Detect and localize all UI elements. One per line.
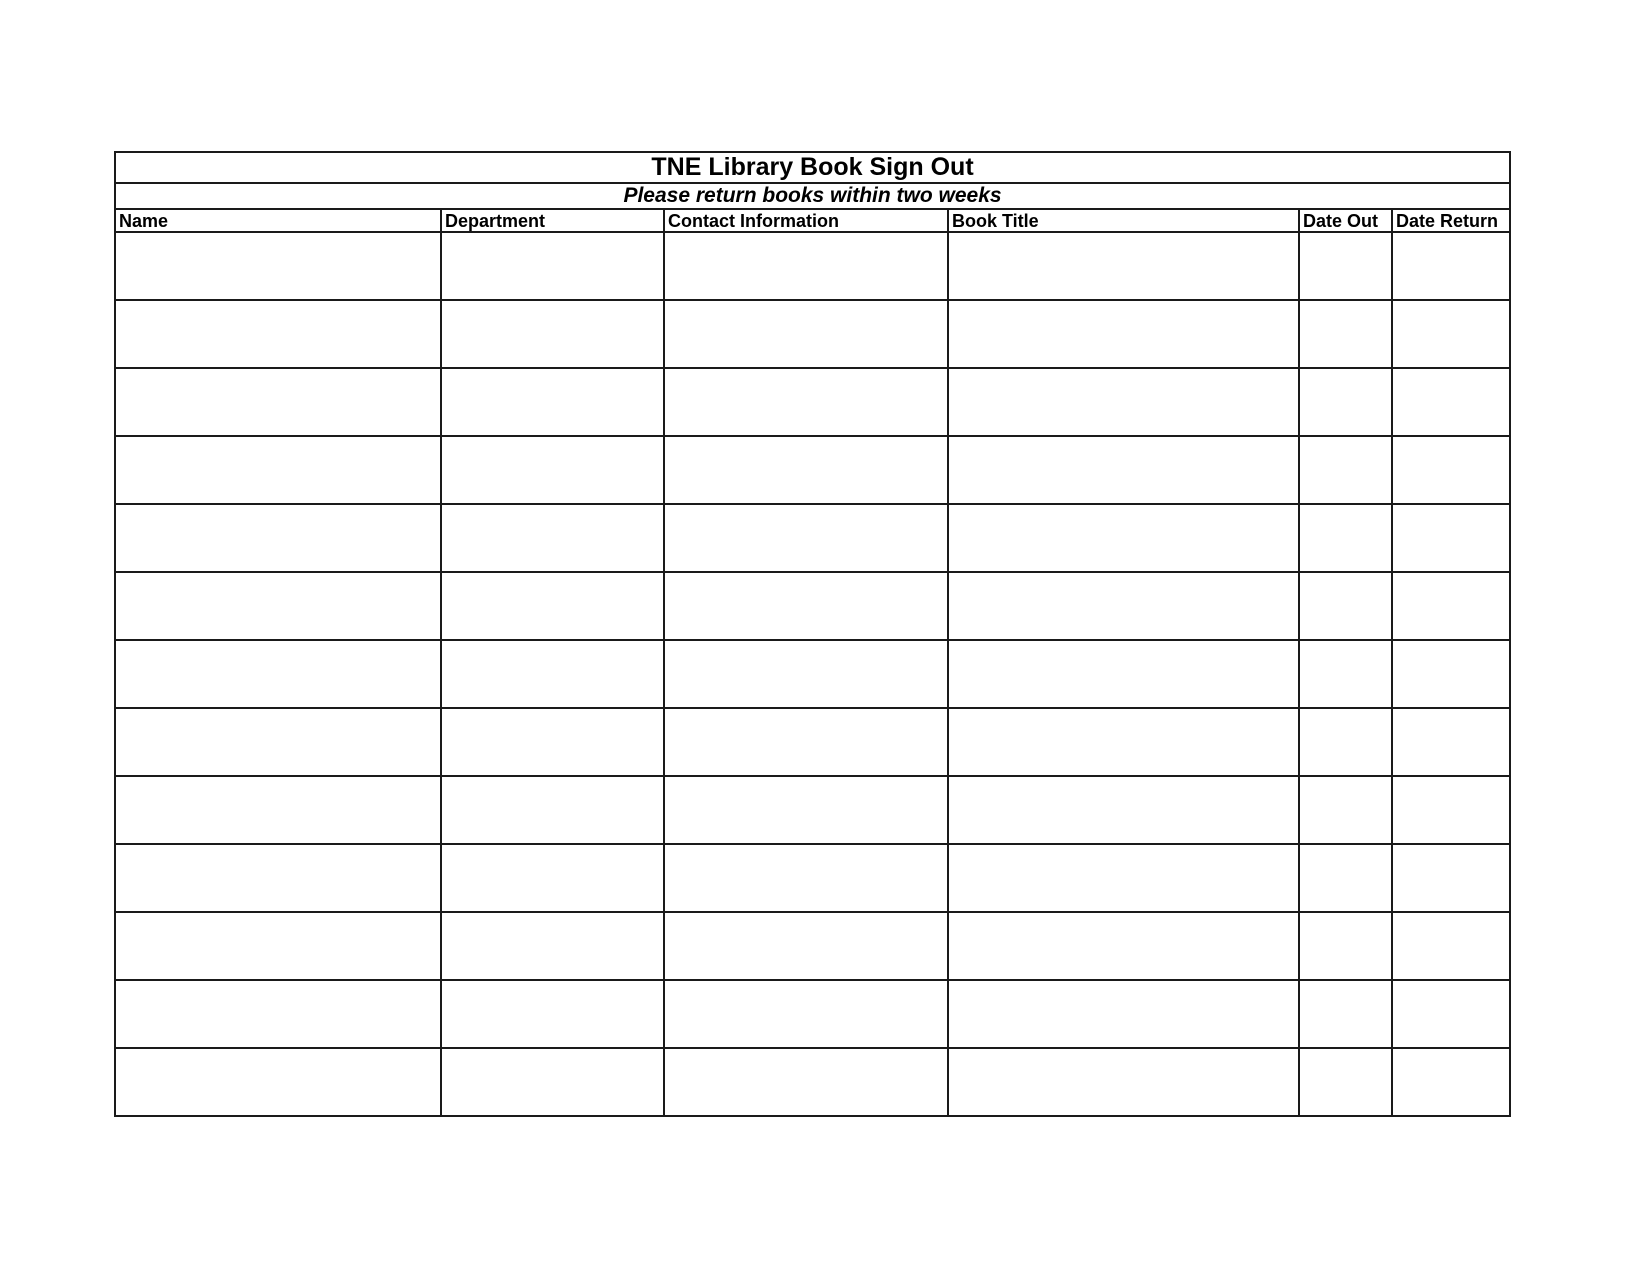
entry-cell-date-return[interactable] — [1392, 912, 1510, 980]
entry-cell-department[interactable] — [441, 504, 664, 572]
entry-cell-date-out[interactable] — [1299, 504, 1392, 572]
entry-cell-book-title[interactable] — [948, 504, 1299, 572]
entry-cell-date-return[interactable] — [1392, 844, 1510, 912]
column-header-book-title: Book Title — [948, 209, 1299, 232]
entry-cell-name[interactable] — [115, 232, 441, 300]
entry-cell-date-return[interactable] — [1392, 640, 1510, 708]
entry-cell-name[interactable] — [115, 572, 441, 640]
entry-cell-date-return[interactable] — [1392, 708, 1510, 776]
entry-cell-contact[interactable] — [664, 300, 948, 368]
sheet-title: TNE Library Book Sign Out — [115, 152, 1510, 183]
entry-cell-date-out[interactable] — [1299, 1048, 1392, 1116]
entry-cell-contact[interactable] — [664, 776, 948, 844]
entry-cell-department[interactable] — [441, 1048, 664, 1116]
entry-cell-contact[interactable] — [664, 1048, 948, 1116]
entry-cell-contact[interactable] — [664, 708, 948, 776]
entry-cell-contact[interactable] — [664, 912, 948, 980]
title-row — [115, 152, 1510, 183]
table-row — [115, 368, 1510, 436]
entry-cell-name[interactable] — [115, 708, 441, 776]
entry-cell-contact[interactable] — [664, 980, 948, 1048]
entry-cell-department[interactable] — [441, 572, 664, 640]
column-header-department: Department — [441, 209, 664, 232]
entry-cell-date-return[interactable] — [1392, 776, 1510, 844]
entry-cell-name[interactable] — [115, 436, 441, 504]
entry-cell-date-out[interactable] — [1299, 776, 1392, 844]
entry-cell-department[interactable] — [441, 232, 664, 300]
entry-cell-department[interactable] — [441, 640, 664, 708]
entry-cell-book-title[interactable] — [948, 776, 1299, 844]
subtitle-row — [115, 183, 1510, 209]
sheet-subtitle: Please return books within two weeks — [115, 183, 1510, 209]
column-header-contact-information: Contact Information — [664, 209, 948, 232]
entry-cell-book-title[interactable] — [948, 368, 1299, 436]
entry-cell-name[interactable] — [115, 776, 441, 844]
entry-cell-department[interactable] — [441, 776, 664, 844]
entry-cell-date-out[interactable] — [1299, 640, 1392, 708]
entry-cell-book-title[interactable] — [948, 844, 1299, 912]
entry-cell-contact[interactable] — [664, 504, 948, 572]
entry-cell-date-return[interactable] — [1392, 436, 1510, 504]
entry-cell-book-title[interactable] — [948, 572, 1299, 640]
entry-cell-date-out[interactable] — [1299, 436, 1392, 504]
entry-cell-name[interactable] — [115, 980, 441, 1048]
signout-table — [114, 151, 1511, 1117]
entry-cell-name[interactable] — [115, 844, 441, 912]
entry-cell-contact[interactable] — [664, 436, 948, 504]
entry-cell-name[interactable] — [115, 300, 441, 368]
entry-cell-contact[interactable] — [664, 232, 948, 300]
table-row — [115, 844, 1510, 912]
entry-cell-contact[interactable] — [664, 844, 948, 912]
entry-cell-date-out[interactable] — [1299, 912, 1392, 980]
entry-cell-date-return[interactable] — [1392, 980, 1510, 1048]
table-row — [115, 504, 1510, 572]
entry-cell-department[interactable] — [441, 300, 664, 368]
table-row — [115, 640, 1510, 708]
entry-cell-name[interactable] — [115, 504, 441, 572]
table-row — [115, 708, 1510, 776]
entry-cell-department[interactable] — [441, 368, 664, 436]
header-row — [115, 209, 1510, 232]
entry-cell-date-out[interactable] — [1299, 572, 1392, 640]
entry-cell-department[interactable] — [441, 980, 664, 1048]
table-row — [115, 300, 1510, 368]
entry-cell-book-title[interactable] — [948, 436, 1299, 504]
entry-cell-department[interactable] — [441, 436, 664, 504]
entry-cell-book-title[interactable] — [948, 912, 1299, 980]
entry-cell-book-title[interactable] — [948, 708, 1299, 776]
entry-cell-department[interactable] — [441, 912, 664, 980]
entry-cell-date-out[interactable] — [1299, 980, 1392, 1048]
entry-cell-name[interactable] — [115, 1048, 441, 1116]
entry-cell-date-return[interactable] — [1392, 368, 1510, 436]
entry-cell-date-return[interactable] — [1392, 572, 1510, 640]
table-row — [115, 572, 1510, 640]
entry-cell-name[interactable] — [115, 640, 441, 708]
entry-cell-date-out[interactable] — [1299, 708, 1392, 776]
entry-cell-date-return[interactable] — [1392, 504, 1510, 572]
entry-cell-book-title[interactable] — [948, 232, 1299, 300]
entry-cell-department[interactable] — [441, 708, 664, 776]
entry-cell-date-return[interactable] — [1392, 232, 1510, 300]
table-row — [115, 776, 1510, 844]
table-row — [115, 1048, 1510, 1116]
table-row — [115, 912, 1510, 980]
entry-cell-contact[interactable] — [664, 640, 948, 708]
entry-cell-department[interactable] — [441, 844, 664, 912]
entry-cell-date-out[interactable] — [1299, 368, 1392, 436]
table-row — [115, 232, 1510, 300]
column-header-name: Name — [115, 209, 441, 232]
entry-cell-name[interactable] — [115, 368, 441, 436]
entry-cell-date-out[interactable] — [1299, 232, 1392, 300]
entry-cell-book-title[interactable] — [948, 300, 1299, 368]
entry-cell-date-return[interactable] — [1392, 300, 1510, 368]
entry-cell-book-title[interactable] — [948, 1048, 1299, 1116]
table-row — [115, 980, 1510, 1048]
entry-cell-book-title[interactable] — [948, 980, 1299, 1048]
entry-cell-name[interactable] — [115, 912, 441, 980]
entry-cell-contact[interactable] — [664, 368, 948, 436]
table-row — [115, 436, 1510, 504]
entry-cell-date-out[interactable] — [1299, 300, 1392, 368]
entry-cell-book-title[interactable] — [948, 640, 1299, 708]
column-header-date-return: Date Return — [1392, 209, 1510, 232]
entry-cell-date-return[interactable] — [1392, 1048, 1510, 1116]
entry-cell-date-out[interactable] — [1299, 844, 1392, 912]
entry-cell-contact[interactable] — [664, 572, 948, 640]
column-header-date-out: Date Out — [1299, 209, 1392, 232]
